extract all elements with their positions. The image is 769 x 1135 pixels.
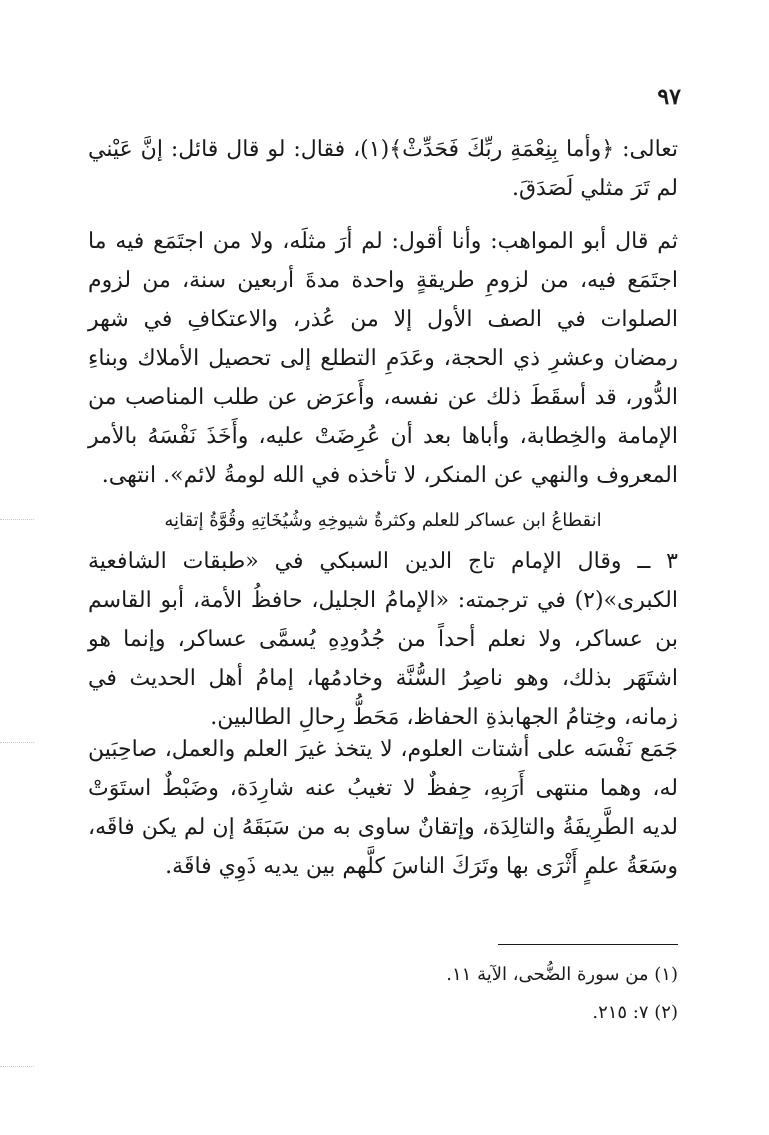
- footnote-divider: [498, 944, 678, 945]
- margin-mark: [0, 1066, 34, 1067]
- section-heading: انقطاعُ ابن عساكر للعلم وكثرةُ شيوخِهِ وشُيُخَاتِهِ وقُوَّةُ إتقانِه: [164, 510, 602, 531]
- footnotes: [88, 956, 678, 1032]
- margin-mark: [0, 519, 34, 520]
- paragraph-4: جَمَع نَفْسَه على أشتات العلوم، لا يتخذ غيرَ العلم والعمل، صاحِبَين له، وهما منتهى أَرَبِهِ، حِفظٌ لا تغيبُ عنه شارِدَة، وضَبْطٌ استَوَتْ لديه الطَّرِيفَةُ والتالِدَة، وإتقانٌ ساوى به من سَبَقَهُ إن لم يكن فاقَه، وسَعَةُ علمٍ أَثْرَى بها وتَرَكَ الناسَ كلَّهم بين يديه ذَوِي فاقَة.: [88, 737, 678, 879]
- footnote-2: (٢) ٧: ٢١٥.: [592, 1002, 678, 1023]
- margin-mark: [0, 742, 34, 743]
- page-number: ٩٧: [657, 84, 681, 110]
- paragraph-2: ثم قال أبو المواهب: وأنا أقول: لم أرَ مثلَه، ولا من اجتَمَع فيه ما اجتَمَع فيه، من لزومِ طريقةٍ واحدة مدةَ أربعين سنة، من لزوم الصلوات في الصف الأول إلا من عُذر، والاعتكافِ في شهر رمضان وعشرِ ذي الحجة، وعَدَمِ التطلع إلى تحصيل الأملاك وبناءِ الدُّور، قد أسقَطَ ذلك عن نفسه، وأَعرَض عن طلب المناصب من الإمامة والخِطابة، وأباها بعد أن عُرِضَتْ عليه، وأَخَذَ نَفْسَهُ بالأمر المعروف والنهي عن المنكر، لا تأخذه في الله لومةُ لائم». انتهى.: [88, 229, 678, 488]
- paragraph-1: تعالى: ﴿وأما بِنِعْمَةِ ربِّكَ فَحَدِّثْ﴾(١)، فقال: لو قال قائل: إنَّ عَيْني لم تَرَ مثلي لَصَدَقَ.: [88, 137, 679, 201]
- paragraph-3: ٣ ــ وقال الإمام تاج الدين السبكي في «طبقات الشافعية الكبرى»(٢) في ترجمته: «الإمامُ الجليل، حافظُ الأمة، أبو القاسم بن عساكر، ولا نعلم أحداً من جُدُودِهِ يُسمَّى عساكر، وإنما هو اشتَهَر بذلك، وهو ناصِرُ السُّنَّة وخادمُها، إمامُ أهل الحديث في زمانه، وخِتامُ الجهابذةِ الحفاظ، مَحَطُّ رِحالِ الطالبين.: [88, 549, 678, 730]
- footnote-1: (١) من سورة الضُّحى، الآية ١١.: [446, 964, 678, 985]
